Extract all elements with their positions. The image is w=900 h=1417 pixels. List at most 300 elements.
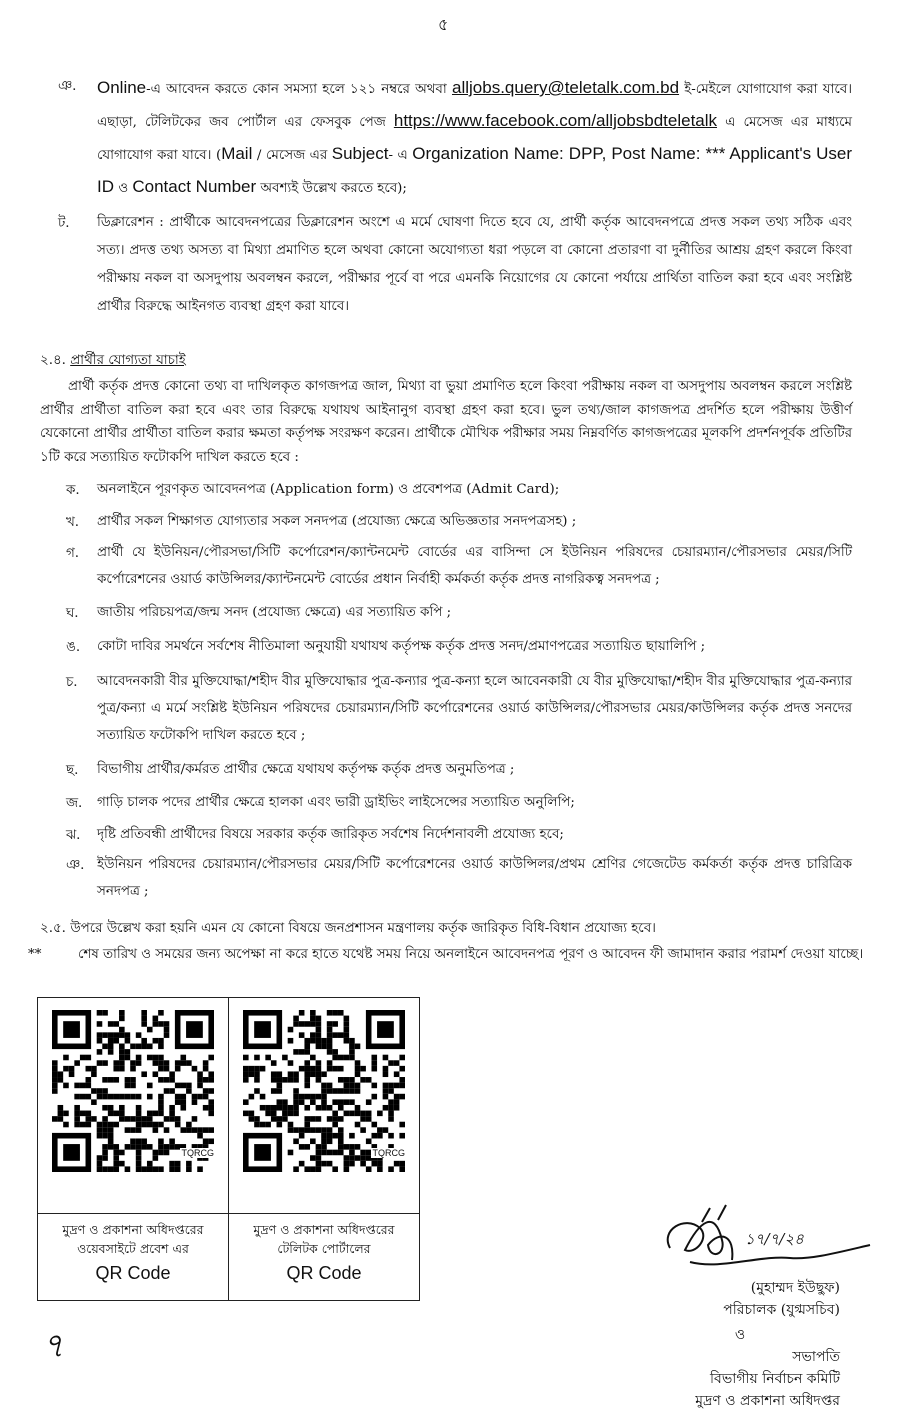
qr-caption: মুদ্রণ ও প্রকাশনা অধিদপ্তরের ওয়েবসাইটে প্রবেশ এর QR Code bbox=[38, 1213, 228, 1300]
qr-module bbox=[344, 1038, 350, 1044]
qr-module bbox=[299, 1021, 305, 1027]
qr-module bbox=[208, 1088, 214, 1094]
qr-module bbox=[282, 1077, 288, 1083]
qr-module bbox=[197, 1166, 203, 1172]
qr-finder bbox=[63, 1144, 80, 1161]
qr-module bbox=[383, 1066, 389, 1072]
qr-module bbox=[327, 1127, 333, 1133]
qr-module bbox=[321, 1127, 327, 1133]
qr-module bbox=[119, 1116, 125, 1122]
qr-module bbox=[136, 1150, 142, 1156]
qr-module bbox=[113, 1166, 119, 1172]
qr-module bbox=[344, 1083, 350, 1089]
qr-module bbox=[327, 1066, 333, 1072]
qr-module bbox=[282, 1055, 288, 1061]
qr-module bbox=[316, 1071, 322, 1077]
qr-module bbox=[197, 1077, 203, 1083]
facebook-link[interactable]: https://www.facebook.com/alljobsbdteletalk bbox=[393, 111, 718, 130]
qr-module bbox=[304, 1116, 310, 1122]
qr-module bbox=[304, 1066, 310, 1072]
qr-module bbox=[327, 1138, 333, 1144]
qr-module bbox=[158, 1060, 164, 1066]
qr-module bbox=[383, 1105, 389, 1111]
qr-module bbox=[321, 1083, 327, 1089]
qr-module bbox=[371, 1055, 377, 1061]
qr-module bbox=[192, 1127, 198, 1133]
section-heading: ২.৪. প্রার্থীর যোগ্যতা যাচাই bbox=[40, 353, 186, 368]
qr-module bbox=[175, 1166, 181, 1172]
qr-module bbox=[80, 1055, 86, 1061]
qr-module bbox=[119, 1016, 125, 1022]
qr-module bbox=[153, 1016, 159, 1022]
qr-module bbox=[158, 1066, 164, 1072]
qr-module bbox=[119, 1044, 125, 1050]
qr-module bbox=[349, 1088, 355, 1094]
qr-module bbox=[102, 1150, 108, 1156]
qr-module bbox=[271, 1105, 277, 1111]
qr-module bbox=[265, 1111, 271, 1117]
qr-module bbox=[192, 1099, 198, 1105]
qr-module bbox=[180, 1060, 186, 1066]
qr-module bbox=[293, 1094, 299, 1100]
qr-module bbox=[282, 1116, 288, 1122]
qr-module bbox=[316, 1077, 322, 1083]
qr-module bbox=[97, 1127, 103, 1133]
qr-module bbox=[102, 1010, 108, 1016]
qr-module bbox=[316, 1116, 322, 1122]
qr-module bbox=[136, 1060, 142, 1066]
qr-module bbox=[63, 1122, 69, 1128]
qr-module bbox=[164, 1032, 170, 1038]
qr-module bbox=[136, 1122, 142, 1128]
qr-module bbox=[125, 1094, 131, 1100]
qr-module bbox=[158, 1094, 164, 1100]
qr-module bbox=[86, 1083, 92, 1089]
qr-module bbox=[175, 1083, 181, 1089]
qr-module bbox=[394, 1083, 400, 1089]
qr-module bbox=[158, 1144, 164, 1150]
qr-module bbox=[293, 1105, 299, 1111]
qr-module bbox=[141, 1016, 147, 1022]
qr-module bbox=[125, 1127, 131, 1133]
qr-module bbox=[254, 1116, 260, 1122]
qr-module bbox=[304, 1094, 310, 1100]
qr-module bbox=[125, 1038, 131, 1044]
qr-module bbox=[399, 1122, 405, 1128]
qr-module bbox=[321, 1071, 327, 1077]
qr-module bbox=[383, 1083, 389, 1089]
qr-module bbox=[338, 1133, 344, 1139]
qr-module bbox=[243, 1111, 249, 1117]
qr-module bbox=[310, 1055, 316, 1061]
qr-module bbox=[316, 1044, 322, 1050]
qr-module bbox=[316, 1060, 322, 1066]
qr-module bbox=[197, 1127, 203, 1133]
qr-module bbox=[310, 1038, 316, 1044]
qr-module bbox=[175, 1116, 181, 1122]
qr-module bbox=[293, 1021, 299, 1027]
qr-brand: TQRCG bbox=[372, 1148, 405, 1158]
item-text: ডিক্লারেশন : প্রার্থীকে আবেদনপত্রের ডিক্লারেশন অংশে এ মর্মে ঘোষণা দিতে হবে যে, প্রার্থী কর্তৃক আবেদনপত্রে প্রদত্ত সকল তথ্য সঠিক এবং সত্য। প্রদত্ত তথ্য অসত্য বা মিথ্যা প্রমাণিত হলে অথবা কোনো অযোগ্যতা ধরা পড়লে বা কোনো প্রতারণা বা দুর্নীতির আশ্রয় গ্রহণ করলে কিংবা পরীক্ষায় নকল বা অসদুপায় অবলম্বন করলে, পরীক্ষার পূর্বে বা পরে এমনকি নিয়োগের যে কোনো পর্যায়ে প্রার্থিতা বাতিল করা হবে এবং সংশ্লিষ্ট প্রার্থীর বিরুদ্ধে আইনগত ব্যবস্থা গ্রহণ করা যাবে। bbox=[97, 215, 852, 314]
qr-module bbox=[186, 1122, 192, 1128]
qr-module bbox=[102, 1032, 108, 1038]
qr-module bbox=[249, 1111, 255, 1117]
qr-module bbox=[119, 1150, 125, 1156]
qr-module bbox=[130, 1077, 136, 1083]
qr-module bbox=[338, 1150, 344, 1156]
qr-module bbox=[113, 1066, 119, 1072]
qr-module bbox=[388, 1088, 394, 1094]
qr-module bbox=[338, 1066, 344, 1072]
qr-module bbox=[338, 1144, 344, 1150]
qr-module bbox=[394, 1161, 400, 1167]
qr-module bbox=[321, 1133, 327, 1139]
qr-module bbox=[69, 1071, 75, 1077]
page-number: ৫ bbox=[438, 15, 449, 34]
qr-module bbox=[169, 1138, 175, 1144]
qr-module bbox=[186, 1060, 192, 1066]
qr-module bbox=[277, 1099, 283, 1105]
qr-module bbox=[186, 1127, 192, 1133]
qr-module bbox=[125, 1083, 131, 1089]
qr-module bbox=[265, 1105, 271, 1111]
qr-module bbox=[108, 1133, 114, 1139]
qr-module bbox=[175, 1094, 181, 1100]
section-title: প্রার্থীর যোগ্যতা যাচাই bbox=[70, 353, 186, 368]
qr-module bbox=[158, 1099, 164, 1105]
qr-module bbox=[316, 1066, 322, 1072]
qr-module bbox=[288, 1038, 294, 1044]
qr-module bbox=[299, 1010, 305, 1016]
qr-module bbox=[119, 1094, 125, 1100]
qr-module bbox=[310, 1116, 316, 1122]
qr-module bbox=[153, 1166, 159, 1172]
qr-module bbox=[288, 1077, 294, 1083]
qr-module bbox=[332, 1111, 338, 1117]
qr-module bbox=[271, 1116, 277, 1122]
qr-module bbox=[394, 1071, 400, 1077]
qr-module bbox=[366, 1166, 372, 1172]
qr-module bbox=[119, 1060, 125, 1066]
qr-module bbox=[153, 1071, 159, 1077]
qr-module bbox=[321, 1105, 327, 1111]
qr-module bbox=[327, 1060, 333, 1066]
qr-module bbox=[175, 1161, 181, 1167]
qr-module bbox=[97, 1060, 103, 1066]
qr-module bbox=[355, 1144, 361, 1150]
qr-module bbox=[130, 1083, 136, 1089]
qr-module bbox=[344, 1161, 350, 1167]
qr-module bbox=[158, 1021, 164, 1027]
qr-module bbox=[186, 1161, 192, 1167]
qr-module bbox=[164, 1127, 170, 1133]
qr-module bbox=[130, 1144, 136, 1150]
qr-module bbox=[203, 1066, 209, 1072]
qr-module bbox=[371, 1122, 377, 1128]
item-marker: ঞ. bbox=[58, 79, 77, 94]
qr-module bbox=[349, 1133, 355, 1139]
qr-module bbox=[293, 1049, 299, 1055]
qr-module bbox=[130, 1044, 136, 1050]
qr-module bbox=[97, 1032, 103, 1038]
qr-module bbox=[119, 1105, 125, 1111]
qr-module bbox=[304, 1166, 310, 1172]
qr-module bbox=[74, 1111, 80, 1117]
qr-module bbox=[377, 1133, 383, 1139]
qr-module bbox=[169, 1105, 175, 1111]
qr-module bbox=[119, 1111, 125, 1117]
qr-module bbox=[355, 1111, 361, 1117]
qr-card-teletalk bbox=[228, 997, 420, 1301]
qr-module bbox=[399, 1055, 405, 1061]
qr-module bbox=[158, 1111, 164, 1117]
qr-module bbox=[332, 1166, 338, 1172]
qr-module bbox=[310, 1016, 316, 1022]
qr-module bbox=[52, 1077, 58, 1083]
qr-module bbox=[203, 1088, 209, 1094]
qr-module bbox=[169, 1116, 175, 1122]
qr-module bbox=[169, 1144, 175, 1150]
qr-module bbox=[141, 1044, 147, 1050]
qr-module bbox=[399, 1161, 405, 1167]
qr-finder bbox=[377, 1021, 394, 1038]
qr-module bbox=[271, 1071, 277, 1077]
qr-module bbox=[304, 1144, 310, 1150]
qr-module bbox=[388, 1111, 394, 1117]
qr-module bbox=[192, 1094, 198, 1100]
qr-module bbox=[153, 1111, 159, 1117]
qr-module bbox=[203, 1127, 209, 1133]
signatory-name: (মুহাম্মদ ইউছুফ) bbox=[750, 1280, 840, 1296]
qr-module bbox=[338, 1032, 344, 1038]
qr-module bbox=[141, 1071, 147, 1077]
qr-module bbox=[271, 1088, 277, 1094]
qr-module bbox=[158, 1055, 164, 1061]
qr-module bbox=[136, 1055, 142, 1061]
qr-module bbox=[58, 1071, 64, 1077]
qr-module bbox=[153, 1021, 159, 1027]
qr-module bbox=[282, 1099, 288, 1105]
qr-module bbox=[388, 1133, 394, 1139]
qr-module bbox=[293, 1127, 299, 1133]
qr-module bbox=[304, 1060, 310, 1066]
email-link[interactable]: alljobs.query@teletalk.com.bd bbox=[452, 78, 680, 97]
qr-module bbox=[243, 1071, 249, 1077]
qr-module bbox=[125, 1166, 131, 1172]
qr-module bbox=[169, 1088, 175, 1094]
qr-module bbox=[293, 1016, 299, 1022]
qr-module bbox=[113, 1077, 119, 1083]
qr-module bbox=[136, 1111, 142, 1117]
qr-module bbox=[141, 1038, 147, 1044]
qr-module bbox=[153, 1155, 159, 1161]
qr-module bbox=[304, 1105, 310, 1111]
qr-module bbox=[186, 1166, 192, 1172]
qr-module bbox=[344, 1027, 350, 1033]
qr-module bbox=[349, 1155, 355, 1161]
qr-module bbox=[113, 1032, 119, 1038]
qr-module bbox=[366, 1077, 372, 1083]
qr-module bbox=[91, 1071, 97, 1077]
qr-finder bbox=[254, 1021, 271, 1038]
qr-module bbox=[327, 1010, 333, 1016]
qr-module bbox=[203, 1060, 209, 1066]
qr-module bbox=[371, 1083, 377, 1089]
qr-module bbox=[254, 1088, 260, 1094]
qr-module bbox=[97, 1161, 103, 1167]
qr-caption: মুদ্রণ ও প্রকাশনা অধিদপ্তরের টেলিটক পোর্টালের QR Code bbox=[229, 1213, 419, 1300]
qr-module bbox=[147, 1055, 153, 1061]
qr-module bbox=[316, 1032, 322, 1038]
qr-module bbox=[299, 1099, 305, 1105]
qr-module bbox=[327, 1116, 333, 1122]
qr-module bbox=[344, 1111, 350, 1117]
qr-module bbox=[102, 1122, 108, 1128]
qr-module bbox=[316, 1155, 322, 1161]
qr-module bbox=[332, 1066, 338, 1072]
qr-module bbox=[74, 1105, 80, 1111]
qr-module bbox=[243, 1077, 249, 1083]
qr-module bbox=[125, 1055, 131, 1061]
qr-module bbox=[158, 1038, 164, 1044]
qr-module bbox=[208, 1099, 214, 1105]
qr-module bbox=[394, 1094, 400, 1100]
qr-module bbox=[355, 1088, 361, 1094]
signatory-committee: বিভাগীয় নির্বাচন কমিটি bbox=[710, 1371, 840, 1387]
qr-module bbox=[119, 1055, 125, 1061]
qr-module bbox=[338, 1010, 344, 1016]
qr-module bbox=[360, 1150, 366, 1156]
qr-module bbox=[299, 1127, 305, 1133]
qr-module bbox=[299, 1094, 305, 1100]
qr-module bbox=[304, 1049, 310, 1055]
qr-module bbox=[288, 1105, 294, 1111]
qr-module bbox=[164, 1060, 170, 1066]
qr-module bbox=[113, 1150, 119, 1156]
qr-module bbox=[175, 1099, 181, 1105]
qr-module bbox=[91, 1088, 97, 1094]
qr-module bbox=[97, 1038, 103, 1044]
qr-module bbox=[147, 1116, 153, 1122]
qr-module bbox=[399, 1133, 405, 1139]
qr-module bbox=[332, 1099, 338, 1105]
qr-module bbox=[377, 1111, 383, 1117]
qr-module bbox=[97, 1088, 103, 1094]
qr-module bbox=[304, 1071, 310, 1077]
qr-module bbox=[130, 1066, 136, 1072]
qr-module bbox=[113, 1122, 119, 1128]
qr-module bbox=[360, 1077, 366, 1083]
qr-module bbox=[108, 1127, 114, 1133]
qr-module bbox=[203, 1077, 209, 1083]
qr-module bbox=[52, 1060, 58, 1066]
qr-module bbox=[277, 1083, 283, 1089]
qr-module bbox=[175, 1122, 181, 1128]
qr-module bbox=[74, 1083, 80, 1089]
qr-module bbox=[277, 1071, 283, 1077]
qr-module bbox=[97, 1122, 103, 1128]
qr-module bbox=[344, 1077, 350, 1083]
qr-module bbox=[293, 1077, 299, 1083]
qr-module bbox=[192, 1116, 198, 1122]
qr-module bbox=[119, 1010, 125, 1016]
qr-finder bbox=[186, 1021, 203, 1038]
qr-module bbox=[316, 1016, 322, 1022]
qr-module bbox=[344, 1088, 350, 1094]
section-body: প্রার্থী কর্তৃক প্রদত্ত কোনো তথ্য বা দাখিলকৃত কাগজপত্র জাল, মিথ্যা বা ভুয়া প্রমাণিত হলে কিংবা পরীক্ষায় নকল বা অসদুপায় অবলম্বন করলে সংশ্লিষ্ট প্রার্থীর প্রার্থীতা বাতিল করা হবে এবং তার বিরুদ্ধে যথাযথ আইনানুগ ব্যবস্থা গ্রহণ করা হবে। ভুল তথ্য/জাল কাগজপত্র প্রদর্শিত হলে পরীক্ষায় উত্তীর্ণ যেকোনো প্রার্থীর প্রার্থীতা বাতিল করার ক্ষমতা কর্তৃপক্ষ সংরক্ষণ করেন। প্রার্থীকে মৌখিক পরীক্ষার সময় নিম্নবর্ণিত কাগজপত্রের মূলকপি প্রদর্শনপূর্বক প্রতিটির ১টি করে সত্যায়িত ফটোকপি দাখিল করতে হবে : bbox=[40, 379, 852, 465]
qr-module bbox=[141, 1122, 147, 1128]
qr-module bbox=[349, 1049, 355, 1055]
qr-module bbox=[97, 1010, 103, 1016]
qr-module bbox=[288, 1150, 294, 1156]
qr-module bbox=[316, 1166, 322, 1172]
qr-module bbox=[136, 1166, 142, 1172]
qr-module bbox=[102, 1060, 108, 1066]
qr-module bbox=[293, 1099, 299, 1105]
qr-module bbox=[304, 1038, 310, 1044]
qr-module bbox=[349, 1161, 355, 1167]
qr-finder bbox=[63, 1021, 80, 1038]
qr-module bbox=[321, 1138, 327, 1144]
qr-module bbox=[383, 1094, 389, 1100]
qr-module bbox=[119, 1049, 125, 1055]
qr-module bbox=[377, 1127, 383, 1133]
qr-module bbox=[316, 1161, 322, 1167]
qr-module bbox=[136, 1105, 142, 1111]
qr-module bbox=[349, 1111, 355, 1117]
qr-module bbox=[125, 1116, 131, 1122]
qr-module bbox=[169, 1111, 175, 1117]
qr-module bbox=[349, 1099, 355, 1105]
qr-module bbox=[125, 1077, 131, 1083]
qr-module bbox=[316, 1038, 322, 1044]
qr-module bbox=[52, 1071, 58, 1077]
qr-module bbox=[180, 1055, 186, 1061]
qr-module bbox=[63, 1066, 69, 1072]
qr-module bbox=[113, 1144, 119, 1150]
qr-module bbox=[136, 1127, 142, 1133]
qr-module bbox=[74, 1060, 80, 1066]
qr-module bbox=[321, 1099, 327, 1105]
qr-module bbox=[158, 1150, 164, 1156]
qr-module bbox=[254, 1071, 260, 1077]
qr-module bbox=[180, 1105, 186, 1111]
qr-module bbox=[383, 1055, 389, 1061]
qr-module bbox=[169, 1166, 175, 1172]
qr-module bbox=[169, 1161, 175, 1167]
qr-module bbox=[80, 1122, 86, 1128]
qr-module bbox=[316, 1127, 322, 1133]
qr-module bbox=[180, 1127, 186, 1133]
qr-module bbox=[321, 1094, 327, 1100]
qr-module bbox=[169, 1071, 175, 1077]
signature-date: ১৭/৭/২৪ bbox=[745, 1230, 804, 1248]
qr-module bbox=[147, 1094, 153, 1100]
qr-module bbox=[249, 1066, 255, 1072]
qr-module bbox=[102, 1116, 108, 1122]
qr-module bbox=[147, 1027, 153, 1033]
qr-module bbox=[102, 1077, 108, 1083]
qr-module bbox=[327, 1105, 333, 1111]
signatory-office: মুদ্রণ ও প্রকাশনা অধিদপ্তর bbox=[695, 1393, 840, 1409]
qr-module bbox=[125, 1049, 131, 1055]
qr-module bbox=[383, 1127, 389, 1133]
note-marker: ** bbox=[28, 947, 42, 962]
qr-module bbox=[130, 1127, 136, 1133]
qr-module bbox=[197, 1071, 203, 1077]
qr-module bbox=[136, 1116, 142, 1122]
qr-module bbox=[321, 1038, 327, 1044]
